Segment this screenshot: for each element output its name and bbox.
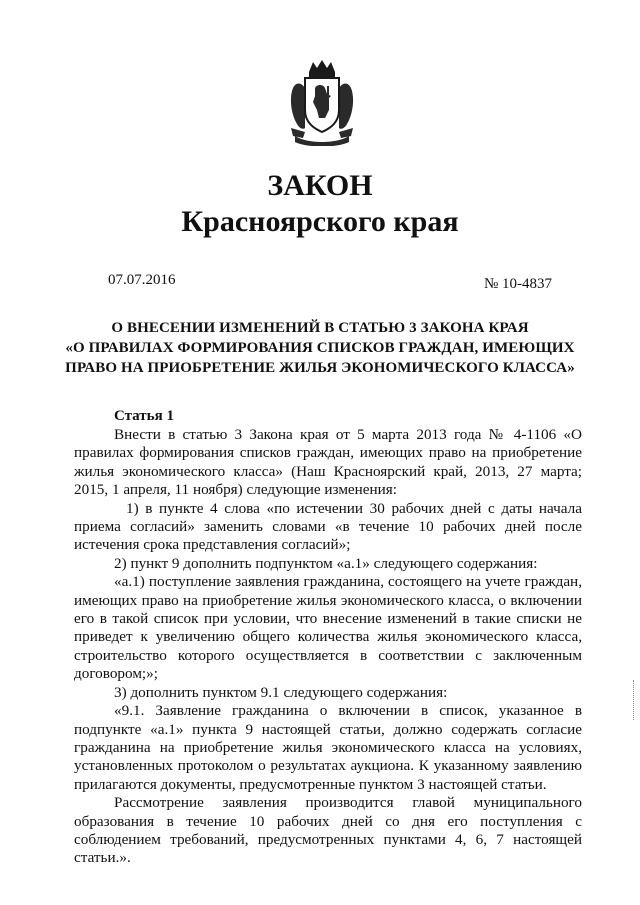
document-date: 07.07.2016 [108,272,176,288]
paragraph: 1) в пункте 4 слова «по истечении 30 рабочих дней с даты начала приема согласий» заменить словами «в течение 10 рабочих дней после истечения срока представления согласий»; [74,499,582,554]
document-title: ЗАКОН [267,169,373,202]
scan-margin-mark [631,680,634,720]
article-title: Статья 1 [114,408,174,424]
law-heading-line: ПРАВО НА ПРИОБРЕТЕНИЕ ЖИЛЬЯ ЭКОНОМИЧЕСКОГО КЛАССА» [65,360,575,376]
paragraph: Внести в статью 3 Закона края от 5 марта 2013 года № 4-1106 «О правилах формирования списков граждан, имеющих право на приобретение жилья экономического класса» (Наш Красноярский край, 2013, 27 марта; 2015, 1 апреля, 11 ноября) следующие изменения: [74,426,582,499]
law-heading-line: «О ПРАВИЛАХ ФОРМИРОВАНИЯ СПИСКОВ ГРАЖДАН, ИМЕЮЩИХ [65,340,575,356]
paragraph: «9.1. Заявление гражданина о включении в список, указанное в подпункте «а.1» пункта 9 настоящей статьи, должно содержать согласие гражданина на приобретение жилья экономического класса на условиях, установленных протоколом о результатах аукциона. К указанному заявлению прилагаются документы, предусмотренные пунктом 3 настоящей статьи. [74,702,582,793]
coat-of-arms-icon [287,58,357,146]
paragraph: «а.1) поступление заявления гражданина, состоящего на учете граждан, имеющих право на приобретение жилья экономического класса, о включении его в такой список при условии, что внесение изменений в такие списки не приведет к увеличению общего количества жилья экономического класса, строительство которого осуществляется в соответствии с заключенным договором;»; [74,573,582,683]
document-subtitle: Красноярского края [181,205,459,238]
paragraph: 3) дополнить пунктом 9.1 следующего содержания: [114,683,448,701]
law-heading [40,318,600,378]
article-body [74,426,582,868]
paragraph: Рассмотрение заявления производится главой муниципального образования в течение 10 рабочих дней со дня его поступления с соблюдением требований, предусмотренных пунктами 4, 6, 7 настоящей статьи.». [74,794,582,867]
law-heading-line: О ВНЕСЕНИИ ИЗМЕНЕНИЙ В СТАТЬЮ 3 ЗАКОНА КРАЯ [111,320,529,336]
paragraph: 2) пункт 9 дополнить подпунктом «а.1» следующего содержания: [114,554,538,572]
document-number: № 10-4837 [484,276,553,292]
